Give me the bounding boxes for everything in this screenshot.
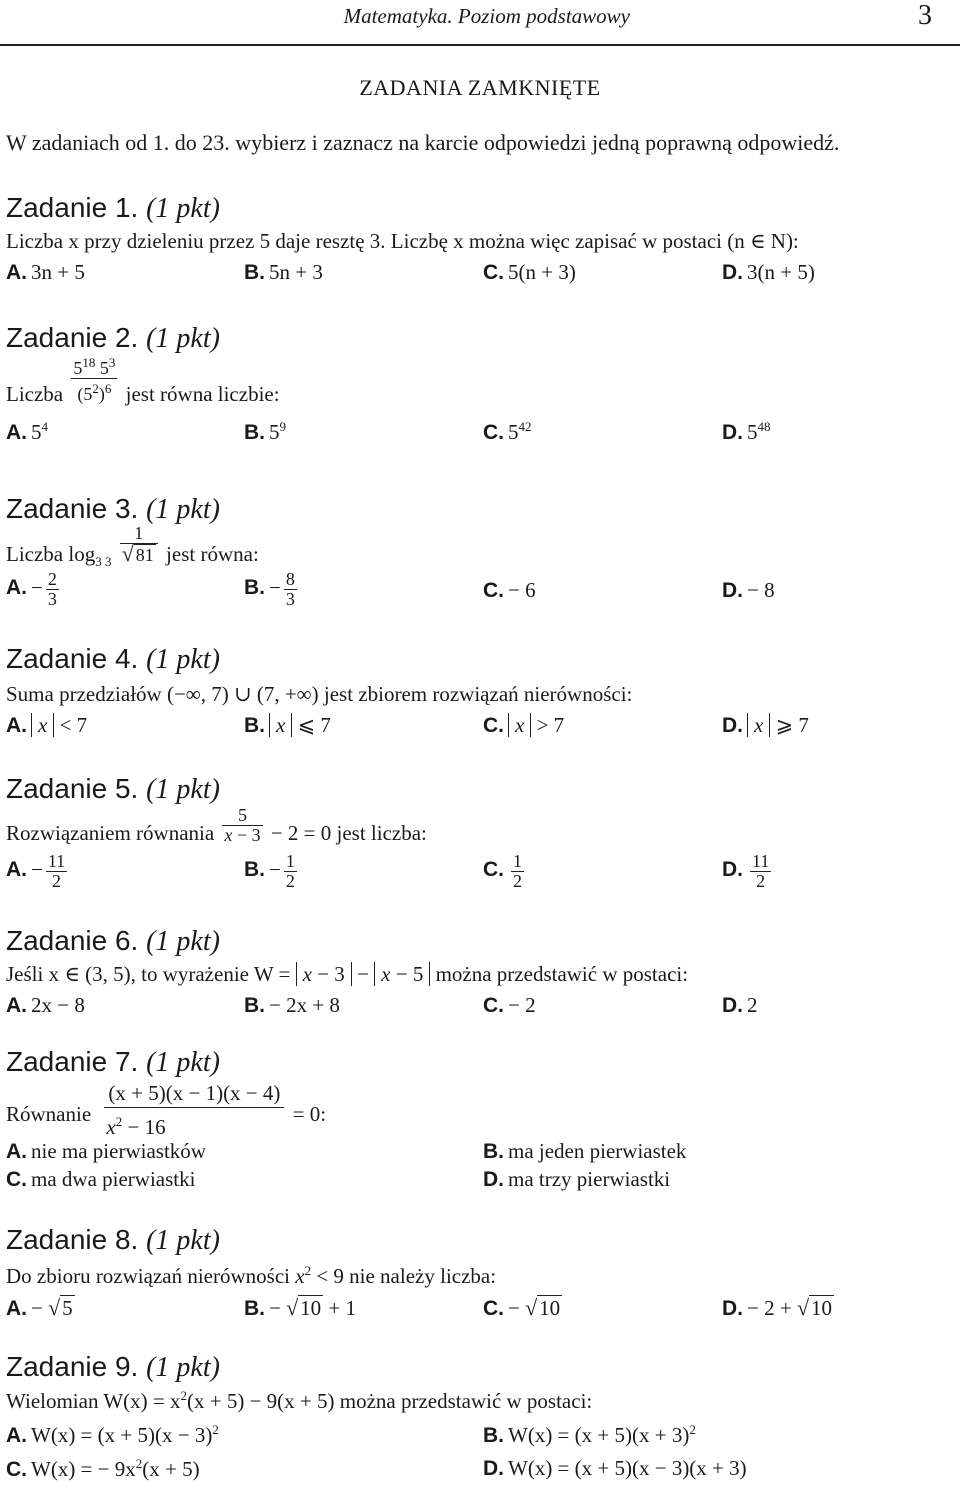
option-d[interactable]: D. − 2 + √10 [722, 1295, 833, 1320]
option-a[interactable]: A. x < 7 [6, 713, 88, 737]
option-c[interactable]: C. W(x) = − $9x^2(x + 5)$ [6, 1456, 200, 1481]
answer-options [6, 852, 956, 896]
option-d[interactable]: D. − 8 [722, 578, 775, 602]
section-title: ZADANIA ZAMKNIĘTE [359, 75, 601, 100]
option-a[interactable]: A. 2x − 8 [6, 993, 85, 1017]
option-a[interactable]: A. − $\frac{2}{3}$ [6, 569, 57, 609]
task-1 [6, 193, 956, 288]
option-c[interactable]: C. $\frac{1}{2}$ [483, 851, 522, 891]
option-d[interactable]: D. 3(n + 5) [722, 260, 815, 284]
answer-options-row2 [6, 1456, 956, 1484]
option-d[interactable]: D. W(x) = (x + 5)(x − 3)(x + 3) [483, 1456, 747, 1480]
option-b[interactable]: B. $5^9$ [244, 419, 286, 444]
task-4 [6, 644, 956, 741]
task-5 [6, 774, 956, 896]
task-prompt: Jeśli x ∈ (3, 5), to wyrażenie W = x − 3 − x − 5 można przedstawić w postaci: [6, 962, 689, 986]
task-title: Zadanie 1. (1 pkt) [6, 192, 220, 224]
task-title: Zadanie 4. (1 pkt) [6, 643, 220, 675]
option-b[interactable]: B. − $\frac{1}{2}$ [244, 851, 295, 891]
fraction: $\frac{5^{18} 5^3}{(5^2)^6}$ [73, 355, 116, 404]
option-b[interactable]: B. x ⩽ 7 [244, 713, 331, 737]
option-c[interactable]: C. ma dwa pierwiastki [6, 1167, 196, 1191]
task-prompt: Liczba $\log_3 _3$ $\frac{1}{√ 81}$ jest równa: [6, 523, 259, 570]
option-c[interactable]: C. 5(n + 3) [483, 260, 576, 284]
option-d[interactable]: D. ma trzy pierwiastki [483, 1167, 671, 1191]
option-b[interactable]: B. − √10 + 1 [244, 1295, 357, 1320]
option-c[interactable]: C. x > 7 [483, 713, 565, 737]
answer-options [6, 1295, 956, 1323]
option-a[interactable]: A. $5^4$ [6, 419, 48, 444]
header-rule [0, 44, 960, 46]
option-b[interactable]: B. $W(x) = (x + 5)(x + 3)^2$ [483, 1422, 696, 1447]
task-prompt: Suma przedziałów (−∞, 7) ∪ (7, +∞) jest zbiorem rozwiązań nierówności: [6, 682, 633, 706]
option-a[interactable]: A. − √5 [6, 1295, 73, 1320]
task-title: Zadanie 5. (1 pkt) [6, 773, 220, 805]
task-8 [6, 1225, 956, 1323]
task-9 [6, 1352, 956, 1484]
option-d[interactable]: D. x ⩾ 7 [722, 713, 809, 737]
answer-options [6, 993, 956, 1021]
task-title: Zadanie 3. (1 pkt) [6, 493, 220, 525]
option-c[interactable]: C. − 6 [483, 578, 536, 602]
fraction: $\frac{1}{√ 81}$ [120, 524, 158, 565]
task-title: Zadanie 8. (1 pkt) [6, 1224, 220, 1256]
option-c[interactable]: C. − √10 [483, 1295, 561, 1320]
task-6 [6, 926, 956, 1021]
option-a[interactable]: A. $W(x) = (x + 5)(x - 3)^2$ [6, 1422, 219, 1447]
page-header [0, 2, 960, 42]
option-b[interactable]: B. ma jeden pierwiastek [483, 1139, 687, 1163]
option-d[interactable]: D. 2 [722, 993, 758, 1017]
task-3 [6, 494, 956, 614]
answer-options [6, 1139, 956, 1167]
task-7 [6, 1047, 956, 1195]
option-c[interactable]: C. − 2 [483, 993, 536, 1017]
task-prompt: Wielomian $W(x) = x^2(x + 5) - 9(x + 5)$ można przedstawić w postaci: [6, 1388, 593, 1413]
answer-options [6, 570, 956, 614]
task-prompt: Równanie $\frac{(x + 5)(x - 1)(x - 4)}{x^2 - 16}$ = 0: [6, 1081, 327, 1139]
task-2 [6, 323, 956, 447]
fraction: $\frac{5}{x - 3}$ [224, 805, 261, 845]
option-a[interactable]: A. nie ma pierwiastków [6, 1139, 206, 1163]
option-a[interactable]: A. 3n + 5 [6, 260, 85, 284]
task-title: Zadanie 7. (1 pkt) [6, 1046, 220, 1078]
option-c[interactable]: C. $5^{42}$ [483, 419, 532, 444]
answer-options [6, 713, 956, 741]
task-title: Zadanie 2. (1 pkt) [6, 322, 220, 354]
task-prompt: Liczba x przy dzieleniu przez 5 daje resztę 3. Liczbę x można więc zapisać w postaci (n ∈ N): [6, 229, 799, 253]
header-title: Matematyka. Poziom podstawowy [343, 4, 630, 28]
fraction: $\frac{(x + 5)(x - 1)(x - 4)}{x^2 - 16}$ [104, 1079, 284, 1141]
task-prompt: Do zbioru rozwiązań nierówności $x^2 < 9$ nie należy liczba: [6, 1263, 497, 1288]
option-b[interactable]: B. − 2x + 8 [244, 993, 340, 1017]
answer-options [6, 260, 956, 288]
option-d[interactable]: D. $\frac{11}{2}$ [722, 851, 770, 891]
page-number: 3 [918, 0, 932, 31]
task-prompt: Liczba $\frac{5^{18} 5^3}{(5^2)^6}$ jest równa liczbie: [6, 355, 280, 407]
answer-options-row2 [6, 1167, 956, 1195]
option-a[interactable]: A. − $\frac{11}{2}$ [6, 851, 66, 891]
option-b[interactable]: B. 5n + 3 [244, 260, 323, 284]
task-title: Zadanie 9. (1 pkt) [6, 1351, 220, 1383]
task-title: Zadanie 6. (1 pkt) [6, 925, 220, 957]
task-prompt: Rozwiązaniem równania $\frac{5}{x - 3}$ − 2 = 0 jest liczba: [6, 805, 427, 846]
option-d[interactable]: D. $5^{48}$ [722, 419, 771, 444]
answer-options [6, 1422, 956, 1450]
answer-options [6, 419, 956, 447]
option-b[interactable]: B. − $\frac{8}{3}$ [244, 569, 295, 609]
instructions: W zadaniach od 1. do 23. wybierz i zaznacz na karcie odpowiedzi jedną poprawną odpowiedź. [6, 130, 840, 155]
